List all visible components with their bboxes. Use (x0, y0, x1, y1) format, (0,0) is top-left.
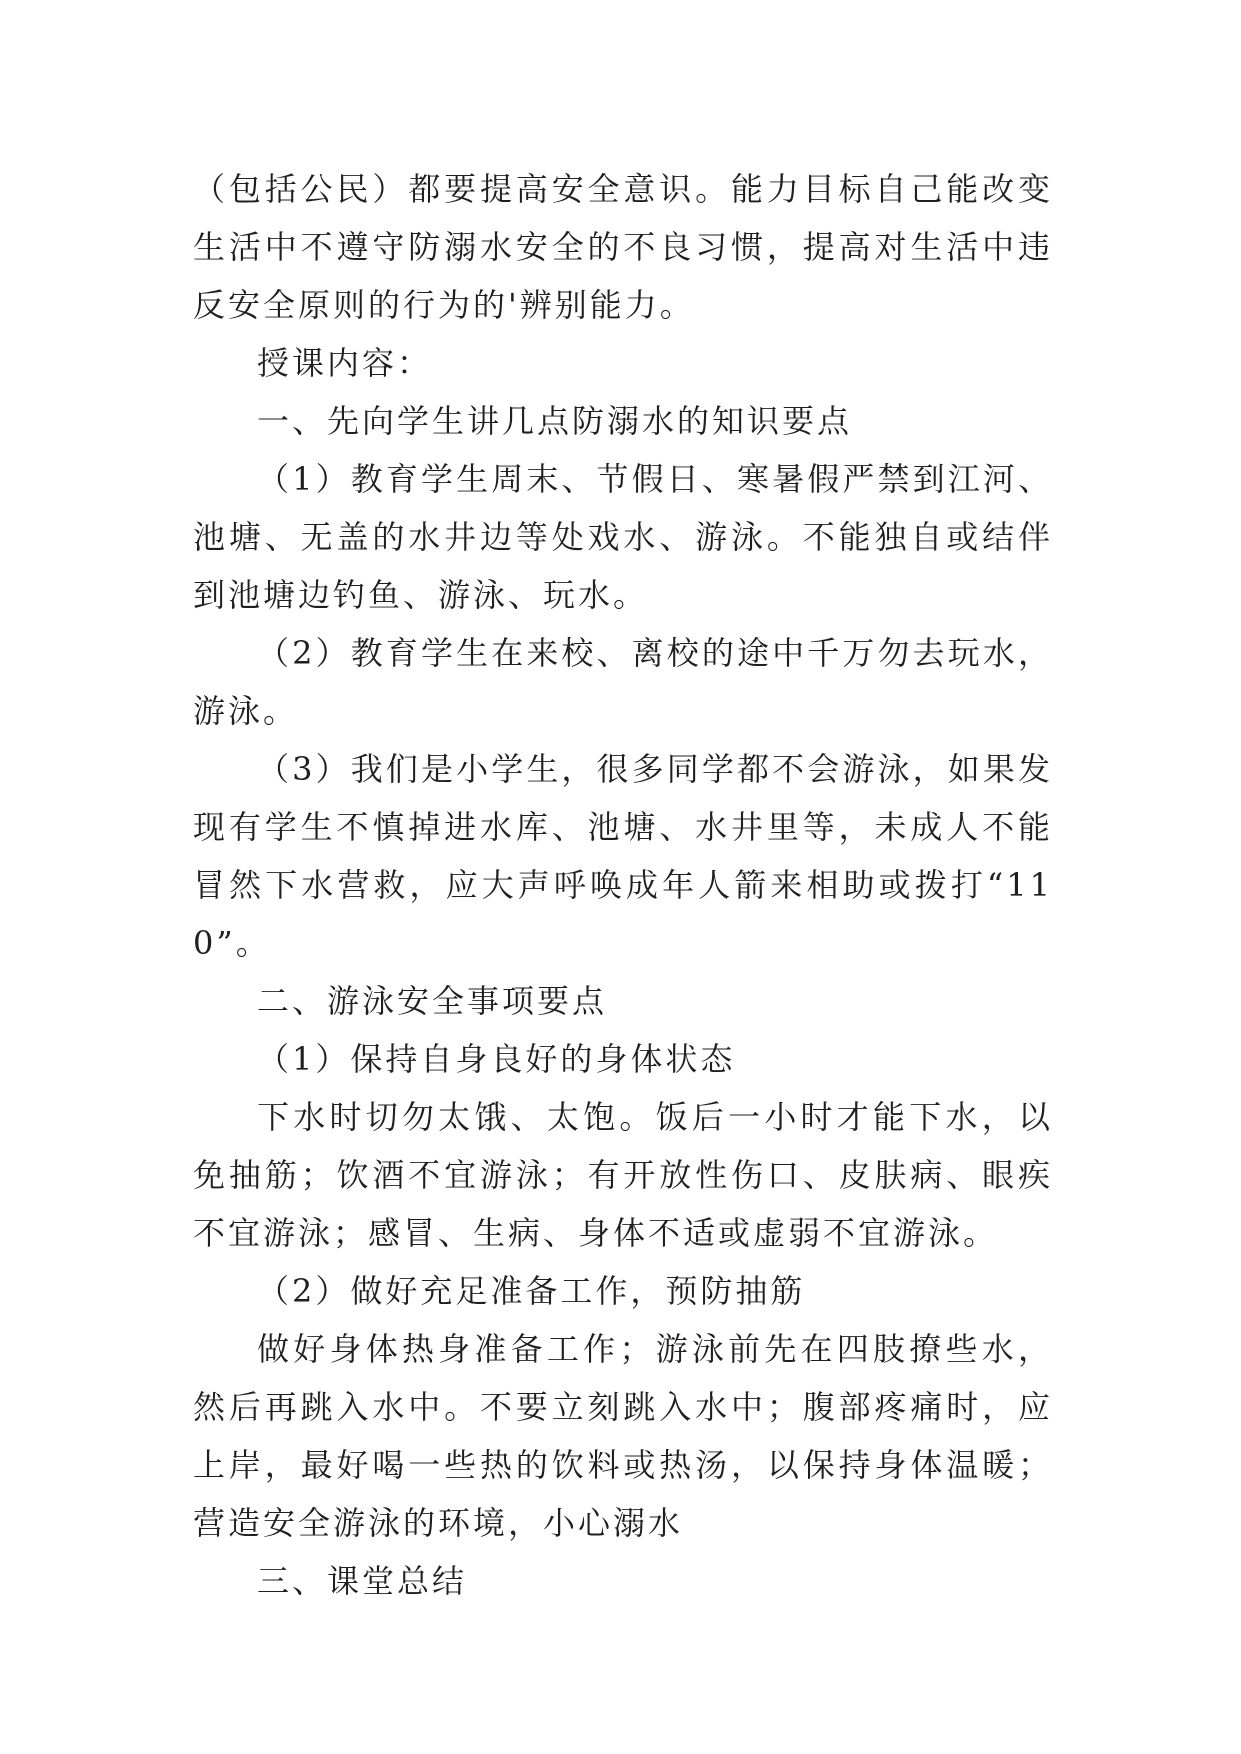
section-heading-3: 三、课堂总结 (257, 1562, 468, 1600)
document-body (193, 160, 1053, 1610)
paragraph-2-1-body: 下水时切勿太饿、太饱。饭后一小时才能下水，以免抽筋；饮酒不宜游泳；有开放性伤口、皮肤病、眼疾不宜游泳；感冒、生病、身体不适或虚弱不宜游泳。 (193, 1098, 1053, 1252)
paragraph-objectives-continued: （包括公民）都要提高安全意识。能力目标自己能改变生活中不遵守防溺水安全的不良习惯，提高对生活中违反安全原则的行为的'辨别能力。 (193, 170, 1053, 324)
paragraph-2-2-body: 做好身体热身准备工作；游泳前先在四肢撩些水，然后再跳入水中。不要立刻跳入水中；腹部疼痛时，应上岸，最好喝一些热的饮料或热汤，以保持身体温暖；营造安全游泳的环境，小心溺水 (193, 1330, 1053, 1542)
section-heading-1: 一、先向学生讲几点防溺水的知识要点 (257, 402, 853, 440)
subheading-2-1: （1）保持自身良好的身体状态 (257, 1040, 736, 1078)
section-heading-2: 二、游泳安全事项要点 (257, 982, 608, 1020)
paragraph-point-1-2: （2）教育学生在来校、离校的途中千万勿去玩水，游泳。 (193, 634, 1053, 730)
paragraph-lesson-content-heading: 授课内容： (257, 344, 433, 382)
paragraph-point-1-3: （3）我们是小学生，很多同学都不会游泳，如果发现有学生不慎掉进水库、池塘、水井里等，未成人不能冒然下水营救，应大声呼唤成年人箭来相助或拨打“110”。 (193, 750, 1053, 962)
subheading-2-2: （2）做好充足准备工作，预防抽筋 (257, 1272, 806, 1310)
paragraph-point-1-1: （1）教育学生周末、节假日、寒暑假严禁到江河、池塘、无盖的水井边等处戏水、游泳。不能独自或结伴到池塘边钓鱼、游泳、玩水。 (193, 460, 1053, 614)
